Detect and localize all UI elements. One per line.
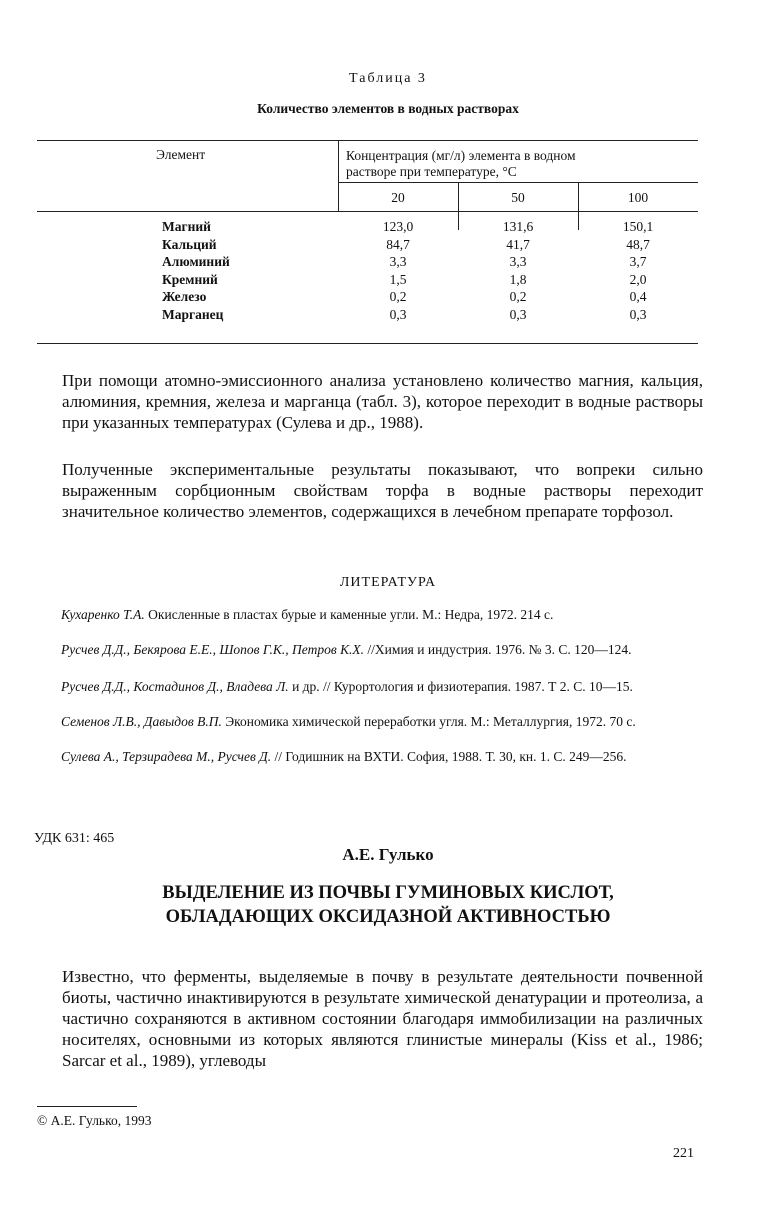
reference-item xyxy=(37,606,703,623)
body-paragraph-1 xyxy=(62,370,703,433)
article-body-paragraph xyxy=(62,966,703,1071)
header-bottom-rule xyxy=(37,211,698,212)
header-concentration-line2: растворе при температуре, °С xyxy=(346,164,517,179)
table-cell: 1,5 xyxy=(389,271,407,287)
article-title xyxy=(0,881,776,929)
table-caption: Таблица 3 xyxy=(349,71,427,86)
table-cell: 3,7 xyxy=(629,254,647,269)
reference-authors: Семенов Л.В., Давыдов В.П. xyxy=(61,714,222,729)
reference-item xyxy=(37,678,703,695)
table-cell: 0,3 xyxy=(629,306,647,322)
element-names-column xyxy=(162,218,230,323)
temp-col-divider-2 xyxy=(578,182,579,230)
temp-subheader-rule xyxy=(338,182,698,183)
reference-details: и др. // Курортология и физиотерапия. 1987. Т 2. С. 10—15. xyxy=(292,679,633,694)
table-title: Количество элементов в водных растворах xyxy=(257,101,519,116)
reference-details: // Годишник на ВХТИ. София, 1988. Т. 30, кн. 1. С. 249—256. xyxy=(274,749,627,764)
literature-heading: ЛИТЕРАТУРА xyxy=(339,575,437,590)
table-cell: 1,8 xyxy=(509,271,527,287)
header-temp-20: 20 xyxy=(391,190,405,205)
table-cell: 48,7 xyxy=(626,236,650,252)
table-cell: 0,2 xyxy=(509,289,527,304)
table-cell: 0,3 xyxy=(389,306,407,322)
copyright-note: © А.Е. Гулько, 1993 xyxy=(37,1113,152,1128)
body-paragraph-2 xyxy=(62,459,703,522)
table-bottom-rule xyxy=(37,343,698,344)
header-temp-50: 50 xyxy=(511,190,525,205)
paragraph-text: Полученные экспериментальные результаты показывают, что вопреки сильно выраженным сорбционным свойствам торфа в водные растворы переходит значительное количество элементов, содержащихся в лечебном препарате торфозол. xyxy=(62,460,703,521)
table-cell: 0,2 xyxy=(389,289,407,304)
table-row-element: Кальций xyxy=(162,236,217,252)
table-row-element: Магний xyxy=(162,219,211,234)
header-concentration-line1: Концентрация (мг/л) элемента в водном xyxy=(346,148,576,163)
reference-authors: Русчев Д.Д., Костадинов Д., Владева Л. xyxy=(61,679,289,694)
table-top-rule xyxy=(37,140,698,141)
reference-item xyxy=(37,713,703,730)
values-column-100 xyxy=(588,218,688,323)
page-number: 221 xyxy=(673,1146,694,1161)
table-row-element: Марганец xyxy=(162,306,224,322)
reference-details: Окисленные в пластах бурые и каменные угли. М.: Недра, 1972. 214 с. xyxy=(148,607,554,622)
reference-details: Экономика химической переработки угля. М.: Металлургия, 1972. 70 с. xyxy=(225,714,636,729)
article-title-line1: ВЫДЕЛЕНИЕ ИЗ ПОЧВЫ ГУМИНОВЫХ КИСЛОТ, xyxy=(162,883,614,903)
paragraph-text: При помощи атомно-эмиссионного анализа установлено количество магния, кальция, алюминия, кремния, железа и марганца (табл. 3), которое переходит в водные растворы при указанных температурах (Сулева и др., 1988). xyxy=(62,371,703,432)
udc-code: УДК 631: 465 xyxy=(34,831,115,846)
footnote-rule xyxy=(37,1106,137,1107)
header-temp-100: 100 xyxy=(627,190,649,205)
article-author: А.Е. Гулько xyxy=(342,845,434,864)
reference-item xyxy=(37,748,703,765)
header-element: Элемент xyxy=(156,147,206,162)
table-cell: 150,1 xyxy=(622,219,654,234)
values-column-20 xyxy=(348,218,448,323)
table-cell: 84,7 xyxy=(386,236,410,252)
values-column-50 xyxy=(468,218,568,323)
temp-col-divider-1 xyxy=(458,182,459,230)
reference-details: //Химия и индустрия. 1976. № 3. С. 120—124. xyxy=(367,642,632,657)
reference-authors: Русчев Д.Д., Бекярова Е.Е., Шопов Г.К., Петров К.Х. xyxy=(61,642,365,657)
table-cell: 3,3 xyxy=(389,254,407,269)
article-title-line2: ОБЛАДАЮЩИХ ОКСИДАЗНОЙ АКТИВНОСТЬЮ xyxy=(165,907,611,927)
table-cell: 123,0 xyxy=(382,219,414,234)
reference-authors: Сулева А., Терзирадева М., Русчев Д. xyxy=(61,749,272,764)
reference-authors: Кухаренко Т.А. xyxy=(61,607,145,622)
table-row-element: Кремний xyxy=(162,271,218,287)
table-cell: 131,6 xyxy=(502,219,534,234)
table-cell: 3,3 xyxy=(509,254,527,269)
table-cell: 41,7 xyxy=(506,236,530,252)
table-header-divider xyxy=(338,140,339,212)
table-cell: 0,4 xyxy=(629,289,647,304)
reference-item xyxy=(37,641,703,658)
table-cell: 0,3 xyxy=(509,306,527,322)
paragraph-text: Известно, что ферменты, выделяемые в почву в результате деятельности почвенной биоты, частично инактивируются в результате химической денатурации и протеолиза, а частично сохраняются в активном состоянии благодаря иммобилизации на различных носителях, основными из которых являются глинистые минералы (Kiss et al., 1986; Sarcar et al., 1989), углеводы xyxy=(62,967,703,1070)
table-cell: 2,0 xyxy=(629,271,647,287)
table-row-element: Алюминий xyxy=(162,254,230,269)
table-row-element: Железо xyxy=(162,289,207,304)
